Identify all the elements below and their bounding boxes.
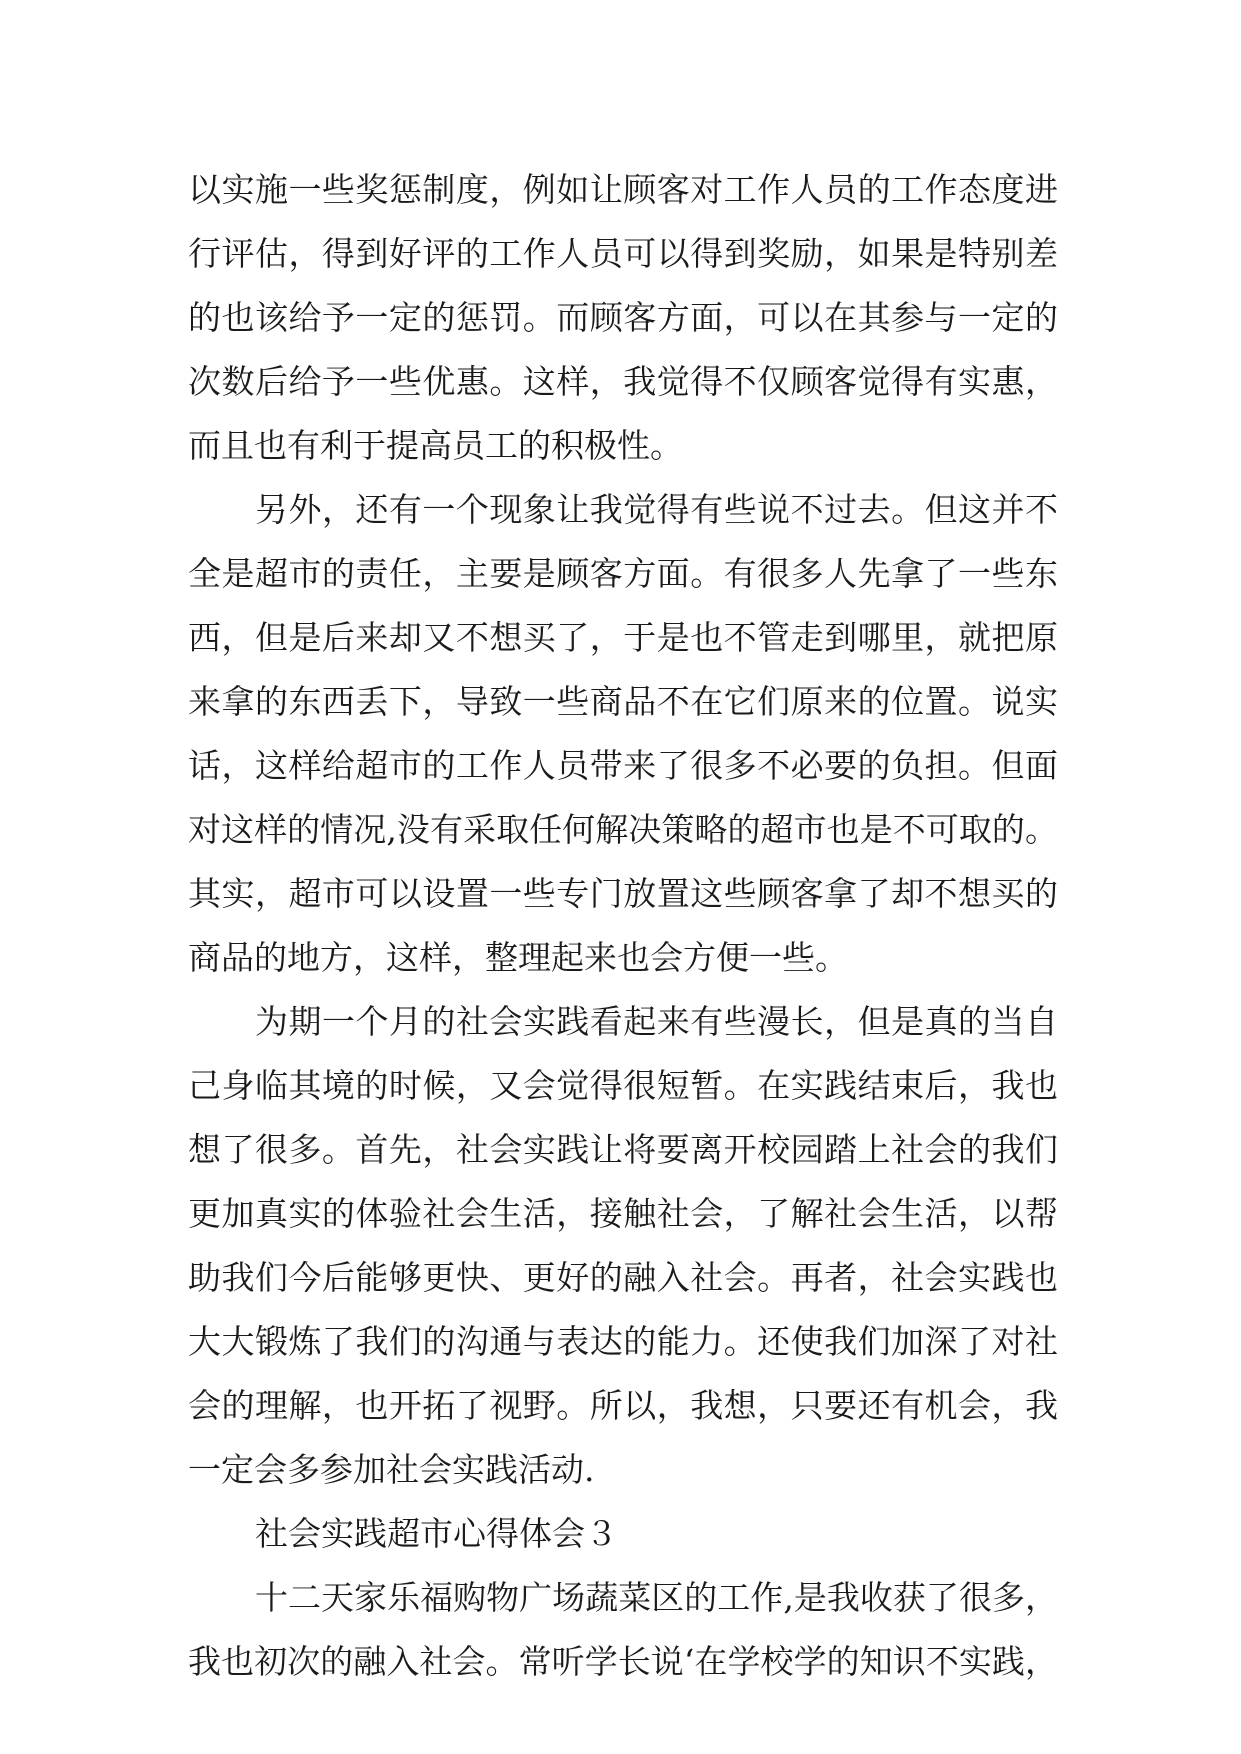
text-line: 商品的地方，这样，整理起来也会方便一些。 [188, 938, 848, 977]
text-line: 己身临其境的时候，又会觉得很短暂。在实践结束后，我也 [188, 1066, 1058, 1105]
text-line: 西，但是后来却又不想买了，于是也不管走到哪里，就把原 [188, 618, 1058, 657]
text-line: 行评估，得到好评的工作人员可以得到奖励，如果是特别差 [188, 234, 1058, 273]
text-line: 一定会多参加社会实践活动. [188, 1450, 595, 1489]
text-line: 会的理解，也开拓了视野。所以，我想，只要还有机会，我 [188, 1386, 1058, 1425]
text-line: 对这样的情况,没有采取任何解决策略的超市也是不可取的。 [188, 810, 1058, 849]
text-line: 更加真实的体验社会生活，接触社会，了解社会生活，以帮 [188, 1194, 1058, 1233]
text-line: 话，这样给超市的工作人员带来了很多不必要的负担。但面 [188, 746, 1058, 785]
text-line: 为期一个月的社会实践看起来有些漫长，但是真的当自 [255, 1002, 1058, 1041]
text-line: 的也该给予一定的惩罚。而顾客方面，可以在其参与一定的 [188, 298, 1058, 337]
text-line: 全是超市的责任，主要是顾客方面。有很多人先拿了一些东 [188, 554, 1058, 593]
document-body [188, 158, 1058, 1694]
text-line: 来拿的东西丢下，导致一些商品不在它们原来的位置。说实 [188, 682, 1058, 721]
text-line: 十二天家乐福购物广场蔬菜区的工作,是我收获了很多， [255, 1578, 1058, 1617]
text-line: 想了很多。首先，社会实践让将要离开校园踏上社会的我们 [188, 1130, 1058, 1169]
text-line: 另外，还有一个现象让我觉得有些说不过去。但这并不 [255, 490, 1058, 529]
text-line: 以实施一些奖惩制度，例如让顾客对工作人员的工作态度进 [188, 170, 1058, 209]
text-line: 我也初次的融入社会。常听学长说‘在学校学的知识不实践， [188, 1642, 1058, 1681]
text-line: 社会实践超市心得体会３ [255, 1514, 618, 1553]
text-line: 次数后给予一些优惠。这样，我觉得不仅顾客觉得有实惠， [188, 362, 1058, 401]
text-line: 而且也有利于提高员工的积极性。 [188, 426, 683, 465]
text-line: 其实，超市可以设置一些专门放置这些顾客拿了却不想买的 [188, 874, 1058, 913]
text-line: 大大锻炼了我们的沟通与表达的能力。还使我们加深了对社 [188, 1322, 1058, 1361]
text-line: 助我们今后能够更快、更好的融入社会。再者，社会实践也 [188, 1258, 1058, 1297]
